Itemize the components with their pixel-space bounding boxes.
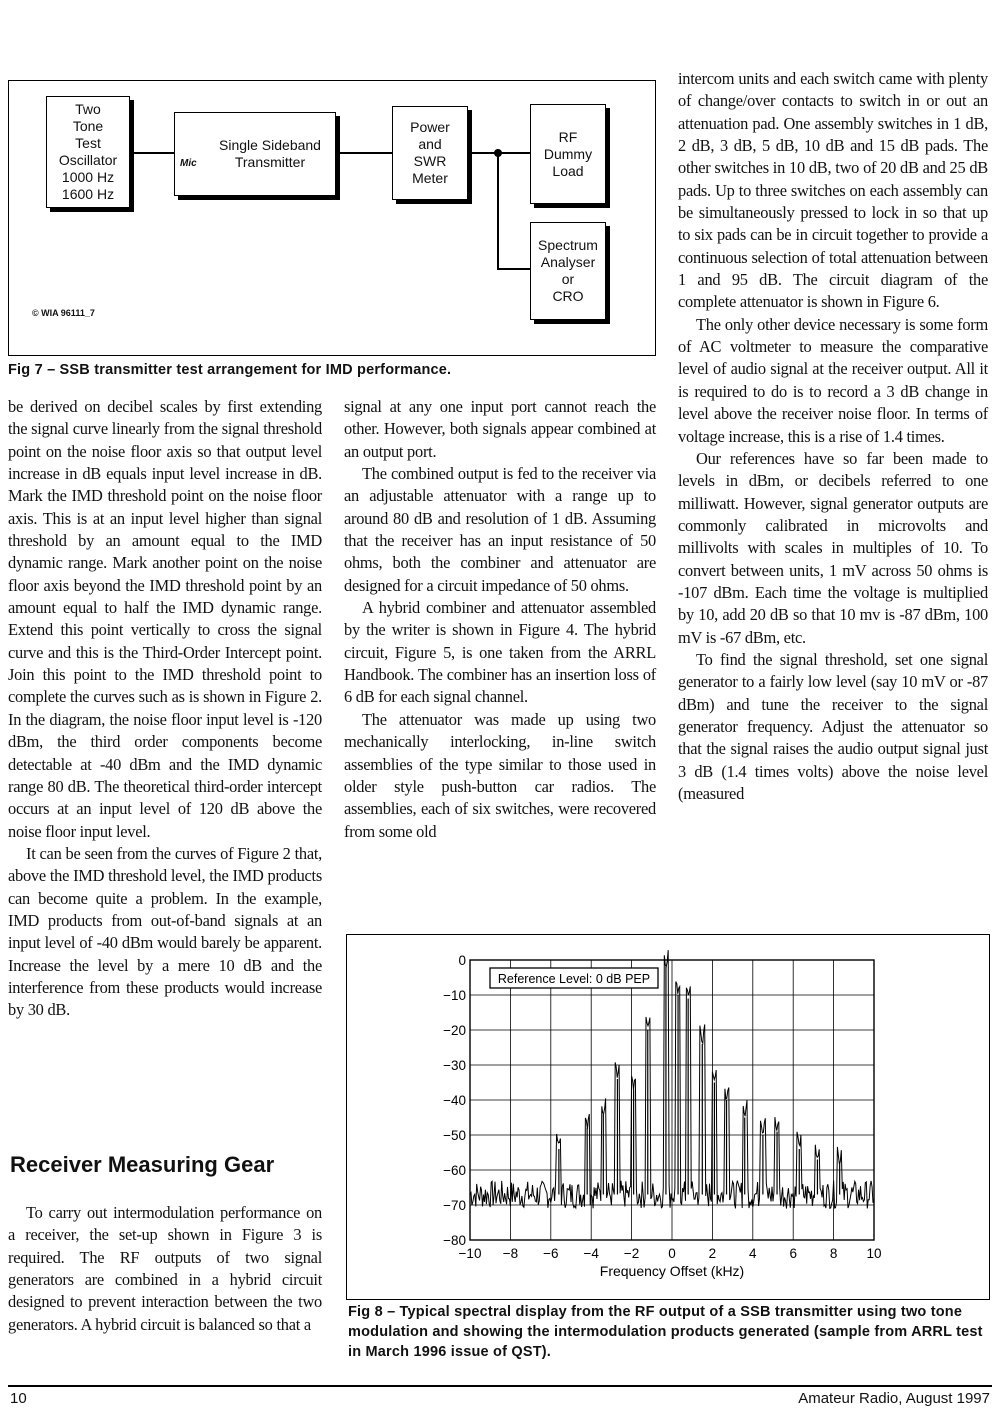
paragraph: Our references have so far been made to levels in dBm, or decibels referred to one milliwatt. However, signal generator outputs are commonly calibrated in microvolts and millivolts with scales in multiples of 10. To convert between units, 1 mV across 50 ohms is -107 dBm. Each time the voltage is multiplied by 10, add 20 dB so that 10 mv is -87 dBm, 100 mV is -67 dBm, etc. bbox=[678, 448, 988, 647]
y-tick-label: −20 bbox=[443, 1023, 466, 1038]
x-tick-label: 8 bbox=[829, 1246, 838, 1261]
page-number: 10 bbox=[10, 1390, 27, 1407]
meter-line: and bbox=[418, 136, 442, 152]
fig7-caption: Fig 7 – SSB transmitter test arrangement for IMD performance. bbox=[8, 362, 452, 378]
osc-line: 1600 Hz bbox=[61, 186, 115, 202]
y-tick-label: −70 bbox=[443, 1198, 466, 1213]
left-column-after-heading bbox=[8, 1202, 322, 1336]
paragraph: The attenuator was made up using two mechanically interlocking, in-line switch assemblies of the type similar to those used in older style push-button car radios. The assemblies, each of six switches, were recovered from some old bbox=[344, 709, 656, 841]
transmitter-label: Single Sideband Transmitter bbox=[219, 137, 321, 170]
osc-line: 1000 Hz bbox=[61, 169, 115, 185]
section-heading: Receiver Measuring Gear bbox=[10, 1152, 275, 1177]
analyser-line: or bbox=[561, 271, 575, 287]
osc-line: Two bbox=[75, 101, 101, 117]
y-tick-label: −60 bbox=[443, 1163, 466, 1178]
wire-branch-vertical bbox=[497, 152, 499, 270]
x-tick-label: 6 bbox=[789, 1246, 797, 1261]
paragraph: It can be seen from the curves of Figure 2 that, above the IMD threshold level, the IMD products can become quite a problem. In the example, IMD products from out-of-band signals at an input level of -40 dBm would barely be apparent. Increase the level by a mere 10 dB and the interference from these products would increase by 30 dB. bbox=[8, 843, 322, 1020]
middle-column bbox=[344, 396, 656, 843]
spectrum-chart bbox=[346, 934, 988, 1300]
meter-line: Power bbox=[410, 119, 450, 135]
spectrum-analyser-box bbox=[530, 222, 606, 320]
load-line: RF bbox=[558, 128, 578, 145]
meter-box bbox=[392, 106, 468, 200]
fig7-copyright: © WIA 96111_7 bbox=[32, 308, 95, 318]
journal-issue: Amateur Radio, August 1997 bbox=[798, 1390, 990, 1407]
x-tick-label: 4 bbox=[749, 1246, 757, 1261]
wire-branch-analyser bbox=[497, 268, 530, 270]
y-tick-label: −30 bbox=[443, 1058, 466, 1073]
y-tick-label: −50 bbox=[443, 1128, 466, 1143]
dummy-load-box bbox=[530, 104, 606, 204]
paragraph: intercom units and each switch came with plenty of change/over contacts to switch in or out an attenuation pad. One assembly switches in 1 dB, 2 dB, 3 dB, 5 dB, 10 dB and 15 dB pads. The other switches in 10 dB, two of 20 dB and 25 dB pads. Up to three switches on each assembly can be simultaneously pressed to lock in so that up to six pads can be in circuit together to provide a continuous selection of total attenuation between 1 and 95 dB. The circuit diagram of the complete attenuator is shown in Figure 6. bbox=[678, 69, 988, 312]
transmitter-box bbox=[174, 112, 336, 196]
wire-osc-tx bbox=[130, 152, 174, 154]
x-tick-label: 10 bbox=[866, 1246, 882, 1261]
x-tick-label: 2 bbox=[708, 1246, 717, 1261]
x-tick-label: −4 bbox=[583, 1246, 599, 1261]
annotation-text: Reference Level: 0 dB PEP bbox=[497, 972, 651, 986]
osc-line: Tone bbox=[72, 118, 104, 134]
load-line: Dummy bbox=[543, 145, 593, 162]
osc-line: Test bbox=[75, 135, 101, 151]
right-column-top bbox=[678, 68, 988, 805]
osc-line: Oscillator bbox=[58, 152, 118, 168]
paragraph: To carry out intermodulation performance on a receiver, the set-up shown in Figure 3 is required. The RF outputs of two signal generators are combined in a hybrid circuit designed to prevent interaction between the two generators. A hybrid circuit is balanced so that a bbox=[8, 1203, 322, 1334]
paragraph: The only other device necessary is some form of AC voltmeter to measure the comparative level of audio signal at the receiver output. All it is required to do is to record a 3 dB change in level above the receiver noise floor. In terms of voltage increase, this is a rise of 1.4 times. bbox=[678, 314, 988, 446]
load-line: Load bbox=[552, 162, 584, 179]
x-axis-label: Frequency Offset (kHz) bbox=[599, 1263, 745, 1279]
y-tick-label: −10 bbox=[443, 988, 466, 1003]
x-tick-label: −10 bbox=[458, 1246, 482, 1261]
paragraph: signal at any one input port cannot reach the other. However, both signals appear combined at an output port. bbox=[344, 397, 656, 461]
left-column bbox=[8, 396, 322, 1022]
oscillator-box bbox=[46, 96, 130, 208]
y-tick-label: 0 bbox=[458, 953, 466, 968]
analyser-line: Spectrum bbox=[538, 237, 598, 253]
x-tick-label: 0 bbox=[668, 1246, 676, 1261]
fig8-caption: Fig 8 – Typical spectral display from the RF output of a SSB transmitter using two tone modulation and showing the intermodulation products generated (sample from ARRL test in March 1996 issue of QST). bbox=[348, 1304, 983, 1360]
meter-line: SWR bbox=[413, 153, 447, 169]
paragraph: The combined output is fed to the receiver via an adjustable attenuator with a range up to around 80 dB and resolution of 1 dB. Assuming that the receiver has an input resistance of 50 ohms, both the combiner and attenuator are designed for a circuit impedance of 50 ohms. bbox=[344, 464, 656, 595]
x-tick-label: −6 bbox=[543, 1246, 559, 1261]
x-tick-label: −2 bbox=[623, 1246, 640, 1261]
y-tick-label: −40 bbox=[443, 1093, 466, 1108]
footer-rule bbox=[8, 1385, 992, 1387]
paragraph: A hybrid combiner and attenuator assembled by the writer is shown in Figure 4. The hybrid circuit, Figure 5, is one taken from the ARRL Handbook. The combiner has an insertion loss of 6 dB for each signal channel. bbox=[344, 598, 656, 707]
analyser-line: Analyser bbox=[540, 254, 596, 270]
wire-tx-meter bbox=[336, 152, 392, 154]
mic-label: Mic bbox=[180, 158, 197, 169]
x-tick-label: −8 bbox=[502, 1246, 519, 1261]
paragraph: To find the signal threshold, set one signal generator to a fairly low level (say 10 mV or -87 dBm) and tune the receiver to the signal generator frequency. Adjust the attenuator so that the signal raises the audio output signal just 3 dB (1.4 times volts) above the noise level (measured bbox=[678, 649, 988, 803]
meter-line: Meter bbox=[412, 170, 448, 186]
y-tick-label: −80 bbox=[443, 1233, 466, 1248]
paragraph: be derived on decibel scales by first extending the signal curve linearly from the signal threshold point on the noise floor axis so that output level increase in dB equals input level increase in dB. Mark the IMD threshold point on the noise floor axis. This is at an input level higher than signal threshold by an amount equal to the IMD dynamic range. Mark another point on the noise floor axis beyond the IMD threshold point by an amount equal to half the IMD dynamic range. Extend this point vertically to cross the signal curve and this is the Third-Order Intercept point. Join this point to the IMD threshold point to complete the curves such as is shown in Figure 2. In the diagram, the noise floor input level is -120 dBm, the third order components become detectable at -40 dBm and the IMD dynamic range 80 dB. The theoretical third-order intercept occurs at an input level of 120 dB above the noise floor input level. bbox=[8, 397, 322, 841]
analyser-line: CRO bbox=[552, 288, 584, 304]
